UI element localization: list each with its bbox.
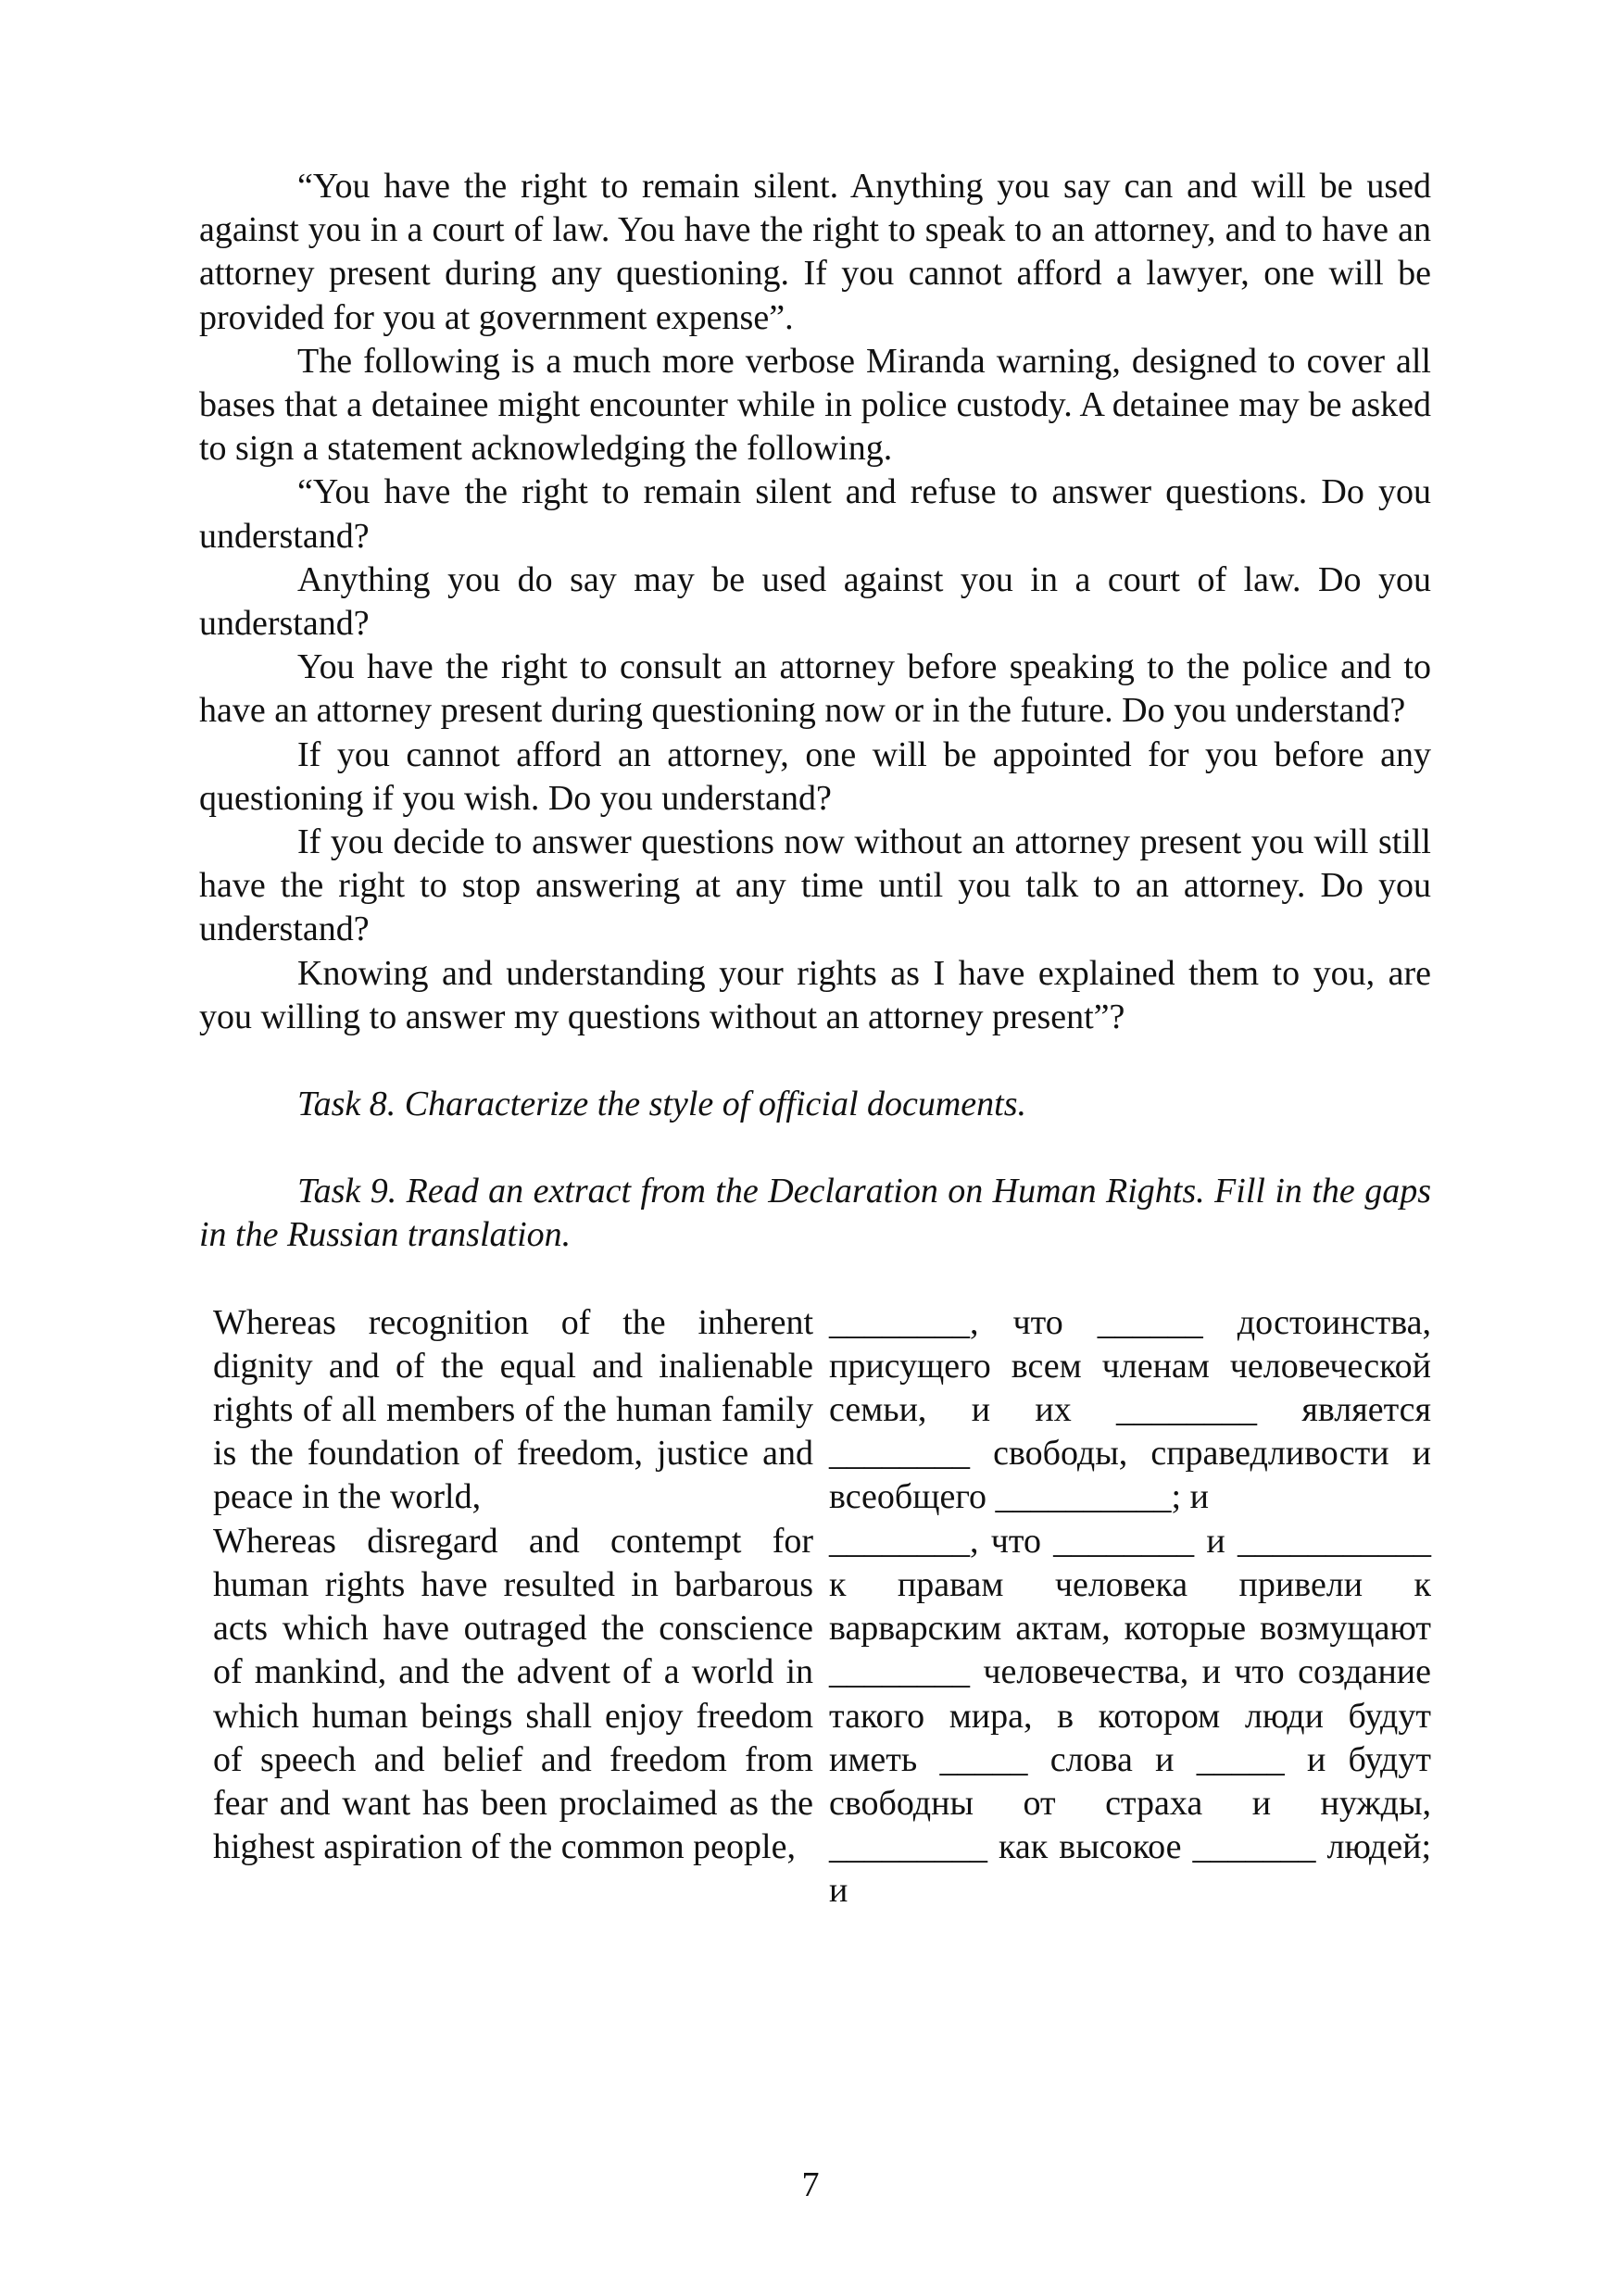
paragraph-stop-answering: If you decide to answer questions now without an attorney present you will still have the right to stop answering at any time until you talk to an attorney. Do you understand? bbox=[199, 822, 1431, 949]
task-8-heading: Task 8. Characterize the style of official documents. bbox=[297, 1085, 1027, 1124]
english-clause-2: Whereas disregard and contempt for human rights have resulted in barbarous acts which have outraged the conscience of mankind, and the advent of a world in which human beings shall enjoy freedom of speech and belief and freedom from fear and want has been proclaimed as the highest aspiration of the common people, bbox=[213, 1521, 813, 1867]
paragraph-willing-answer: Knowing and understanding your rights as I have explained them to you, are you willing to answer my questions without an attorney present”? bbox=[199, 953, 1431, 1036]
russian-clause-1: ________, что ______ достоинства, присущего всем членам человеческой семьи, и их ________ является ________ свободы, справедливости и всеобщего __________; и bbox=[829, 1302, 1431, 1517]
russian-column bbox=[829, 1301, 1431, 1913]
paragraph-miranda-short: “You have the right to remain silent. Anything you say can and will be used against you in a court of law. You have the right to speak to an attorney, and to have an attorney present during any questioning. If you cannot afford a lawyer, one will be provided for you at government expense”. bbox=[199, 167, 1431, 337]
english-clause-1: Whereas recognition of the inherent dignity and of the equal and inalienable rights of all members of the human family is the foundation of freedom, justice and peace in the world, bbox=[213, 1302, 813, 1517]
paragraph-cannot-afford: If you cannot afford an attorney, one will be appointed for you before any questioning if you wish. Do you understand? bbox=[199, 734, 1431, 818]
paragraph-right-silent: “You have the right to remain silent and refuse to answer questions. Do you understand? bbox=[199, 472, 1431, 556]
paragraph-verbose-intro: The following is a much more verbose Miranda warning, designed to cover all bases that a detainee might encounter while in police custody. A detainee may be asked to sign a statement acknowledging the following. bbox=[199, 341, 1431, 469]
paragraph-used-against: Anything you do say may be used against you in a court of law. Do you understand? bbox=[199, 559, 1431, 644]
task-9-heading: Task 9. Read an extract from the Declaration on Human Rights. Fill in the gaps in the Russian translation. bbox=[199, 1172, 1431, 1255]
page-number: 7 bbox=[801, 2165, 820, 2204]
translation-columns bbox=[199, 1301, 1431, 1913]
russian-clause-2: ________, что ________ и ___________ к правам человека привели к варварским актам, которые возмущают ________ человечества, и что создание такого мира, в котором люди будут иметь _____ слова и _____ и будут свободны от страха и нужды, _________ как высокое _______ людей; и bbox=[829, 1521, 1431, 1911]
paragraph-consult-attorney: You have the right to consult an attorney before speaking to the police and to have an attorney present during questioning now or in the future. Do you understand? bbox=[199, 647, 1431, 731]
document-page bbox=[199, 165, 1431, 1913]
english-column bbox=[213, 1301, 813, 1913]
